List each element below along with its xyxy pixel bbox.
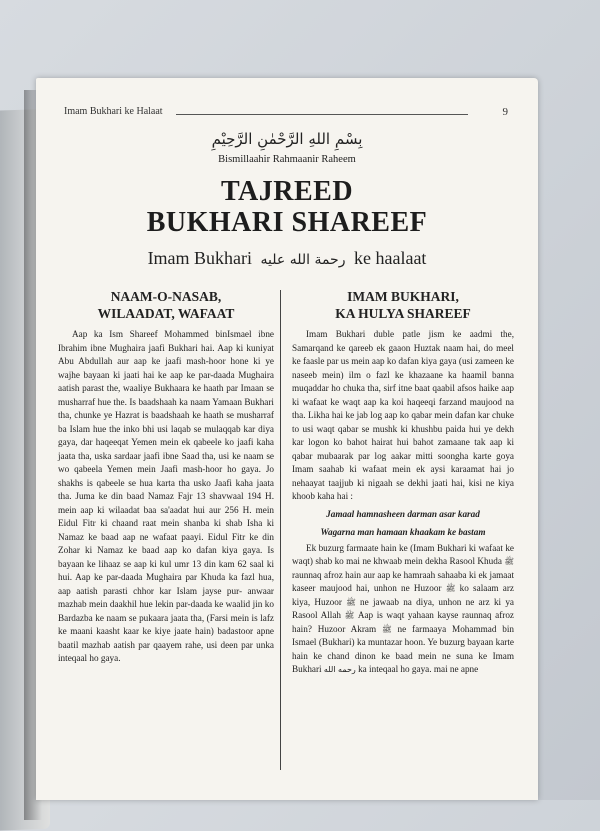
- bismillah-calligraphy: بِسْمِ اللهِ الرَّحْمٰنِ الرَّحِيْمِ: [211, 130, 363, 148]
- chapter-title-line1: TAJREED: [220, 176, 354, 207]
- page-number: 9: [502, 106, 508, 118]
- heading-line: WILAADAT, WAFAAT: [97, 306, 235, 321]
- right-column: [292, 288, 514, 677]
- honorific-symbol: ﷺ: [346, 597, 356, 607]
- chapter-title: [36, 176, 538, 238]
- section-heading-lineage: [58, 288, 274, 322]
- running-header: [64, 106, 508, 122]
- heading-line: NAAM-O-NASAB,: [110, 289, 222, 304]
- subtitle-name: Imam Bukhari: [147, 248, 253, 268]
- column-divider: [280, 290, 281, 770]
- heading-line: KA HULYA SHAREEF: [335, 306, 471, 321]
- text-run: ne jawaab na diya, unhon ne arz ki ya Rasool Allah: [292, 596, 515, 620]
- honorific-symbol: ﷺ: [344, 611, 355, 620]
- honorific-symbol: ﷺ: [504, 557, 514, 566]
- paragraph: Aap ka Ism Shareef Mohammed binIsmael ibne Ibrahim ibne Mughaira jaafi Bukhari hai. Aap ki kuniyat Abu Abdullah aur aap ke jaafi mash-hoor hone ki ye wajhe bayaan ki jaati hai ke aap ke par-daada Mughaira aatish parast the, waaliye Bukhaara ke haath par Imaan se musharraf hue the. Is baadshaah ka naam Yamaan Bukhari tha, chunke ye Hazrat is baadshaah ke haath se musharraf ba Islam hue the inko bhi usi laqab se mulaqqab kar diya gaya, dar haqeeqat Yemen mein ek qabeele ko jaafi kaha jaata tha, uska sardaar jaafi ibne Saad tha, usi ke naam se wo qabeela Yemen mein Jaafi mash-hoor ho gaya. Jo shakhs is qabeele se hua karta tha usko Jaafi kaha jaata tha. Juma ke din baad Namaz Fajr 13 shavwaal 194 H. mein aap ki wilaadat baa sa'aadat hui aur 256 H. mein Eidul Fitr ki chaand raat mein shanba ki shab Isha ki Namaz ke baad aap ne wafaat paayi. Eidul Fitr ke din Zohar ki Namaz ke baad aap ko dafan kiya gaya. Is bayaan ke lihaaz se aap ki kul umr 13 din kam 62 saal ki hui. Aap ke par-daada Mughaira par Khuda ka fazl hua, aap aatish parasti chhor kar Islam jayse pur- anwaar mazhab mein daakhil hue lekin par-daada ke waalid jin ko Bardazba ke naam se pukaara jaata tha, (Farsi mein is lafz ke maani kaasht kaar ke kiye jaate hain) badastoor apne baatil mazhab aatish par qaayem rahe, usi deen par unka inteqaal ho gaya.: [58, 329, 274, 663]
- heading-line: IMAM BUKHARI,: [347, 289, 459, 304]
- text-run: ka inteqaal ho gaya. mai ne apne: [358, 664, 479, 674]
- text-run: Aap is waqt yahaan kayse raunnaq afroz hain? Huzoor Akram: [292, 610, 514, 634]
- paragraph: [292, 542, 514, 677]
- left-column: [58, 288, 274, 666]
- running-title: Imam Bukhari ke Halaat: [64, 106, 163, 117]
- header-rule: [176, 114, 468, 115]
- book-page: [36, 78, 538, 800]
- honorific-symbol: رحمة الله عليه: [260, 252, 346, 268]
- verse-line: Jamaal hamnasheen darman asar karad: [326, 508, 480, 519]
- chapter-subtitle: [36, 248, 538, 269]
- section-heading-appearance: [292, 288, 514, 322]
- verse-line: Wagarna man hamaan khaakam ke bastam: [320, 526, 486, 537]
- text-run: ko salaam arz kiya, Huzoor: [292, 583, 514, 607]
- chapter-title-line2: BUKHARI SHAREEF: [146, 207, 428, 238]
- subtitle-tail: ke haalaat: [353, 248, 427, 268]
- honorific-symbol: رحمه الله: [323, 665, 356, 674]
- honorific-symbol: ﷺ: [445, 584, 456, 593]
- text-run: raunnaq afroz hain aur aap ke hamraah sahaaba ki ek jamaat kaseer maujood hai, unhon ne Huzoor: [292, 569, 514, 593]
- text-run: Ek buzurg farmaate hain ke (Imam Bukhari ki wafaat ke waqt) shab ko mai ne khwaab mein dekha Rasool Khuda: [292, 542, 514, 566]
- text-run: ne farmaaya Mohammad bin Ismael (Bukhari) ka muntazar hoon. Ye buzurg bayaan karte hain ke chand dinon ke baad mein ne suna ke Imam Bukhari: [292, 623, 514, 674]
- bismillah-transliteration: Bismillaahir Rahmaanir Raheem: [218, 154, 356, 165]
- honorific-symbol: ﷺ: [381, 624, 392, 634]
- paragraph: Imam Bukhari duble patle jism ke aadmi the, Samarqand ke qareeb ek gaaon Huztak naam hai, do meel ke faasle par us mein aap ko dafan kiya gaya (usi zameen ke naseeb mein) ilm o fazl ke khazaane ka haamil banna muqaddar ho chuka tha, sirf itne baat qaabil afsos haike aap ki wafaat ke waqt aap ka koi haqeeqi farzand maujood na tha. Likha hai ke jab log aap ko qabar mein dafan kar chuke to usi waqt qabar se mushk ki khushbu paida hui ye dekh kar logon ko bahot hairat hui bahot zamaane tak aap ki qabar mubaarak par log aakar mitti soongha karte goya Imam saahab ki wafaat mein ek aysi karaamat hai jo nehaayat taajjub ki nigaah se dekhi jaati hai, kisi ne kiya khoob kaha hai :: [292, 329, 514, 501]
